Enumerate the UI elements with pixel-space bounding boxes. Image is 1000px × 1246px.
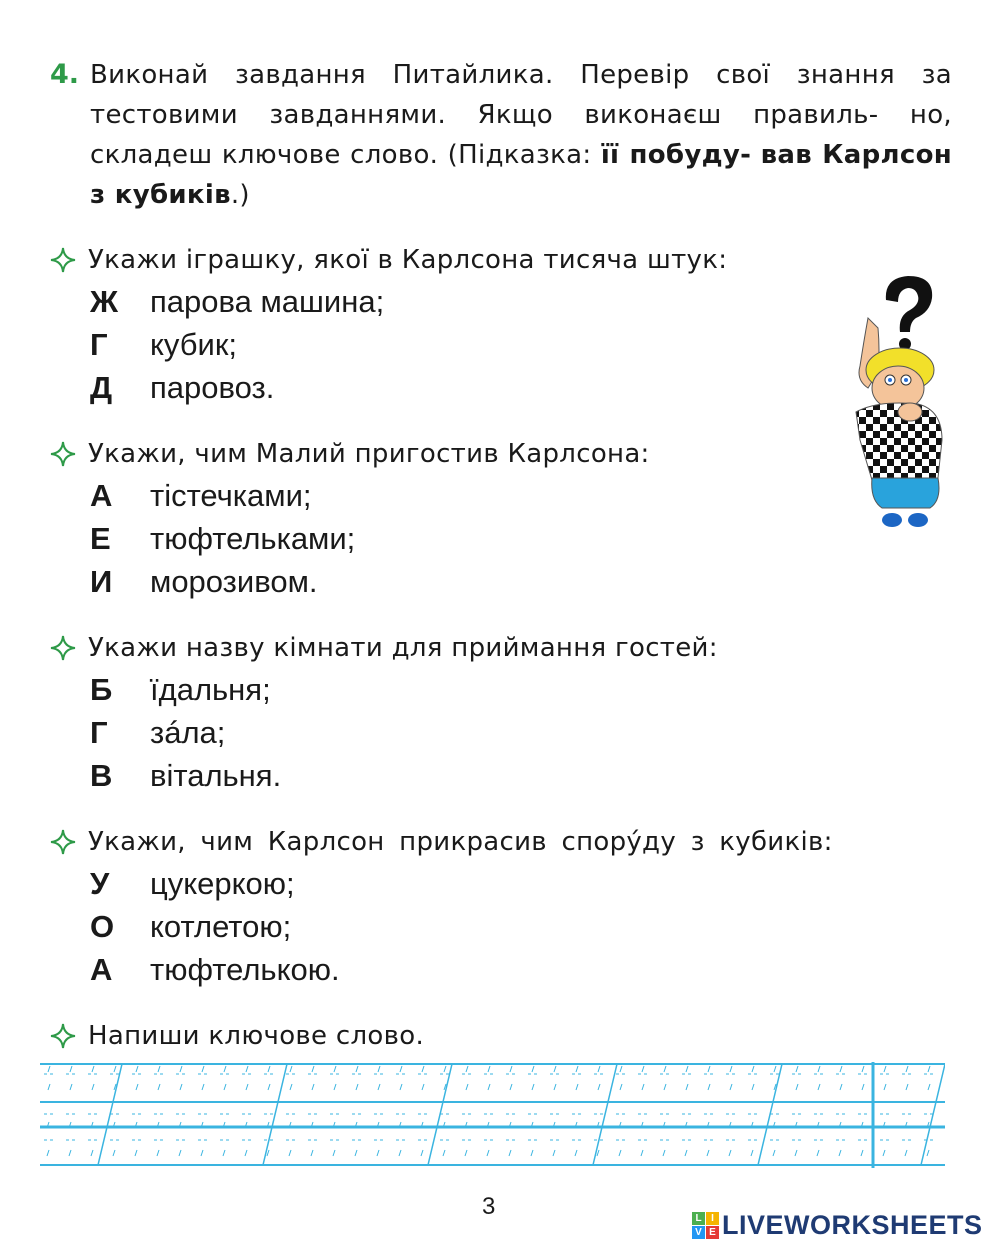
answer-option[interactable] — [50, 517, 650, 560]
answer-option[interactable] — [50, 560, 650, 603]
answer-option[interactable] — [50, 948, 945, 991]
answer-option[interactable] — [50, 862, 945, 905]
question-prompt: Напиши ключове слово. — [88, 1021, 425, 1051]
question-5 — [50, 1016, 424, 1056]
option-text: кубик; — [150, 326, 238, 362]
option-text: паровоз. — [150, 369, 275, 405]
question-mark-icon — [886, 276, 932, 350]
question-prompt: Укажи назву кімнати для приймання гостей: — [88, 633, 718, 663]
hint-bold-part-1: її побуду- — [600, 140, 752, 170]
option-text: морозивом. — [150, 563, 318, 599]
task-instructions — [90, 55, 952, 215]
sparkle-bullet-icon — [50, 247, 76, 273]
sparkle-bullet-icon — [50, 1023, 76, 1049]
option-letter: Ж — [90, 283, 119, 319]
question-prompt: Укажи, чим Карлсон прикрасив спорýду з кубиків: — [88, 827, 833, 857]
answer-option[interactable] — [50, 474, 650, 517]
answer-option[interactable] — [50, 323, 727, 366]
answer-option[interactable] — [50, 905, 945, 948]
question-prompt: Укажи іграшку, якої в Карлсона тисяча штук: — [88, 245, 728, 275]
option-letter: Г — [90, 326, 108, 362]
question-1 — [50, 240, 727, 409]
question-3 — [50, 628, 718, 797]
option-letter: Г — [90, 714, 108, 750]
option-text: котлетою; — [150, 908, 292, 944]
pytailyk-character-illustration — [838, 270, 950, 532]
question-prompt: Укажи, чим Малий пригостив Карлсона: — [88, 439, 650, 469]
logo-tile: L — [692, 1212, 705, 1225]
option-letter: А — [90, 477, 113, 513]
question-2 — [50, 434, 650, 603]
option-letter: И — [90, 563, 113, 599]
instruction-line-2: за тестовими завданнями. Якщо виконаєш правиль- — [90, 60, 952, 130]
hint-close: .) — [230, 180, 250, 210]
sparkle-bullet-icon — [50, 829, 76, 855]
hint-bold-part-2: вав Карлсон з кубиків — [90, 140, 952, 210]
option-letter: В — [90, 757, 113, 793]
option-letter: О — [90, 908, 115, 944]
option-text: тюфтельками; — [150, 520, 356, 556]
option-text: парова машина; — [150, 283, 385, 319]
sparkle-bullet-icon — [50, 635, 76, 661]
logo-tiles-icon — [692, 1212, 719, 1239]
liveworksheets-logo — [692, 1210, 983, 1241]
option-text: їдальня; — [150, 671, 271, 707]
answer-option[interactable] — [50, 668, 718, 711]
option-letter: Д — [90, 369, 113, 405]
option-text: зáла; — [150, 714, 226, 750]
option-letter: Е — [90, 520, 111, 556]
question-4 — [50, 822, 945, 991]
answer-option[interactable] — [50, 711, 718, 754]
option-text: вітальня. — [150, 757, 282, 793]
logo-tile: I — [706, 1212, 719, 1225]
answer-option[interactable] — [50, 754, 718, 797]
keyword-writing-area[interactable] — [40, 1062, 945, 1168]
option-text: тістечками; — [150, 477, 312, 513]
logo-text: LIVEWORKSHEETS — [722, 1210, 983, 1240]
task-number: 4. — [50, 59, 80, 90]
answer-option[interactable] — [50, 366, 727, 409]
logo-tile: V — [692, 1226, 705, 1239]
answer-option[interactable] — [50, 280, 727, 323]
option-letter: А — [90, 951, 113, 987]
instruction-line-1: Виконай завдання Питайлика. Перевір свої знання — [90, 60, 895, 90]
option-letter: У — [90, 865, 110, 901]
option-text: тюфтелькою. — [150, 951, 340, 987]
page-number: 3 — [482, 1193, 496, 1220]
sparkle-bullet-icon — [50, 441, 76, 467]
option-text: цукеркою; — [150, 865, 295, 901]
logo-tile: E — [706, 1226, 719, 1239]
option-letter: Б — [90, 671, 113, 707]
instruction-line-3: но, складеш ключове слово. (Підказка: — [90, 100, 952, 170]
